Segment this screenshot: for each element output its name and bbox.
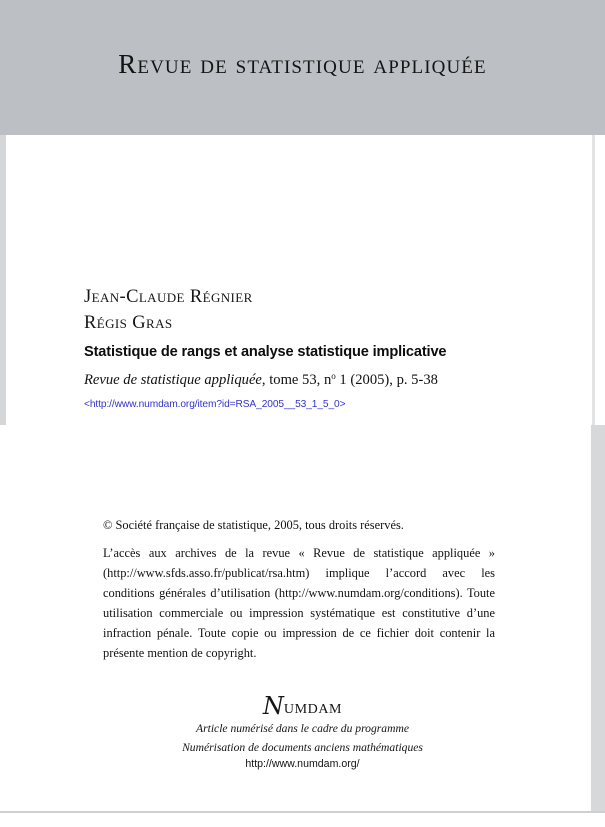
page-edge-bottom-rule: [0, 811, 605, 813]
numdam-logo-initial: N: [262, 692, 284, 720]
journal-masthead-band: [0, 0, 605, 135]
numdam-website-url[interactable]: http://www.numdam.org/: [245, 758, 360, 771]
citation-pages-text: 1 (2005), p. 5-38: [335, 371, 438, 388]
numdam-footer-block: [0, 693, 605, 773]
citation-number-ordinal: o: [331, 370, 336, 381]
numdam-programme-line-1: Article numérisé dans le cadre du programme: [196, 722, 409, 736]
article-title: Statistique de rangs et analyse statistique implicative: [84, 343, 447, 360]
legal-notice-block: [103, 517, 495, 663]
article-citation: [84, 371, 504, 390]
article-uri-link[interactable]: <http://www.numdam.org/item?id=RSA_2005__53_1_5_0>: [84, 399, 346, 411]
numdam-logo: [0, 693, 605, 719]
journal-title: Revue de statistique appliquée: [118, 49, 487, 79]
author-name-1: Jean-Claude Régnier: [84, 287, 253, 307]
author-name-2: Régis Gras: [84, 313, 173, 334]
citation-volume-text: , tome 53, n: [261, 371, 332, 388]
numdam-logo-wordmark: umdam: [283, 696, 343, 718]
copyright-statement: © Société française de statistique, 2005, tous droits réservés.: [103, 518, 404, 532]
citation-journal-name: Revue de statistique appliquée: [84, 371, 262, 388]
article-identification-block: [84, 284, 504, 410]
licence-terms-paragraph: L’accès aux archives de la revue « Revue de statistique appliquée » (http://www.sfds.asso.fr/publicat/rsa.htm) implique l’accord avec les conditions générales d’utilisation (http://www.numdam.org/conditions). Toute utilisation commerciale ou impression systématique est constitutive d’une infraction pénale. Toute copie ou impression de ce fichier doit contenir la présente mention de copyright.: [103, 545, 495, 661]
numdam-programme-line-2: Numérisation de documents anciens mathématiques: [182, 740, 423, 754]
